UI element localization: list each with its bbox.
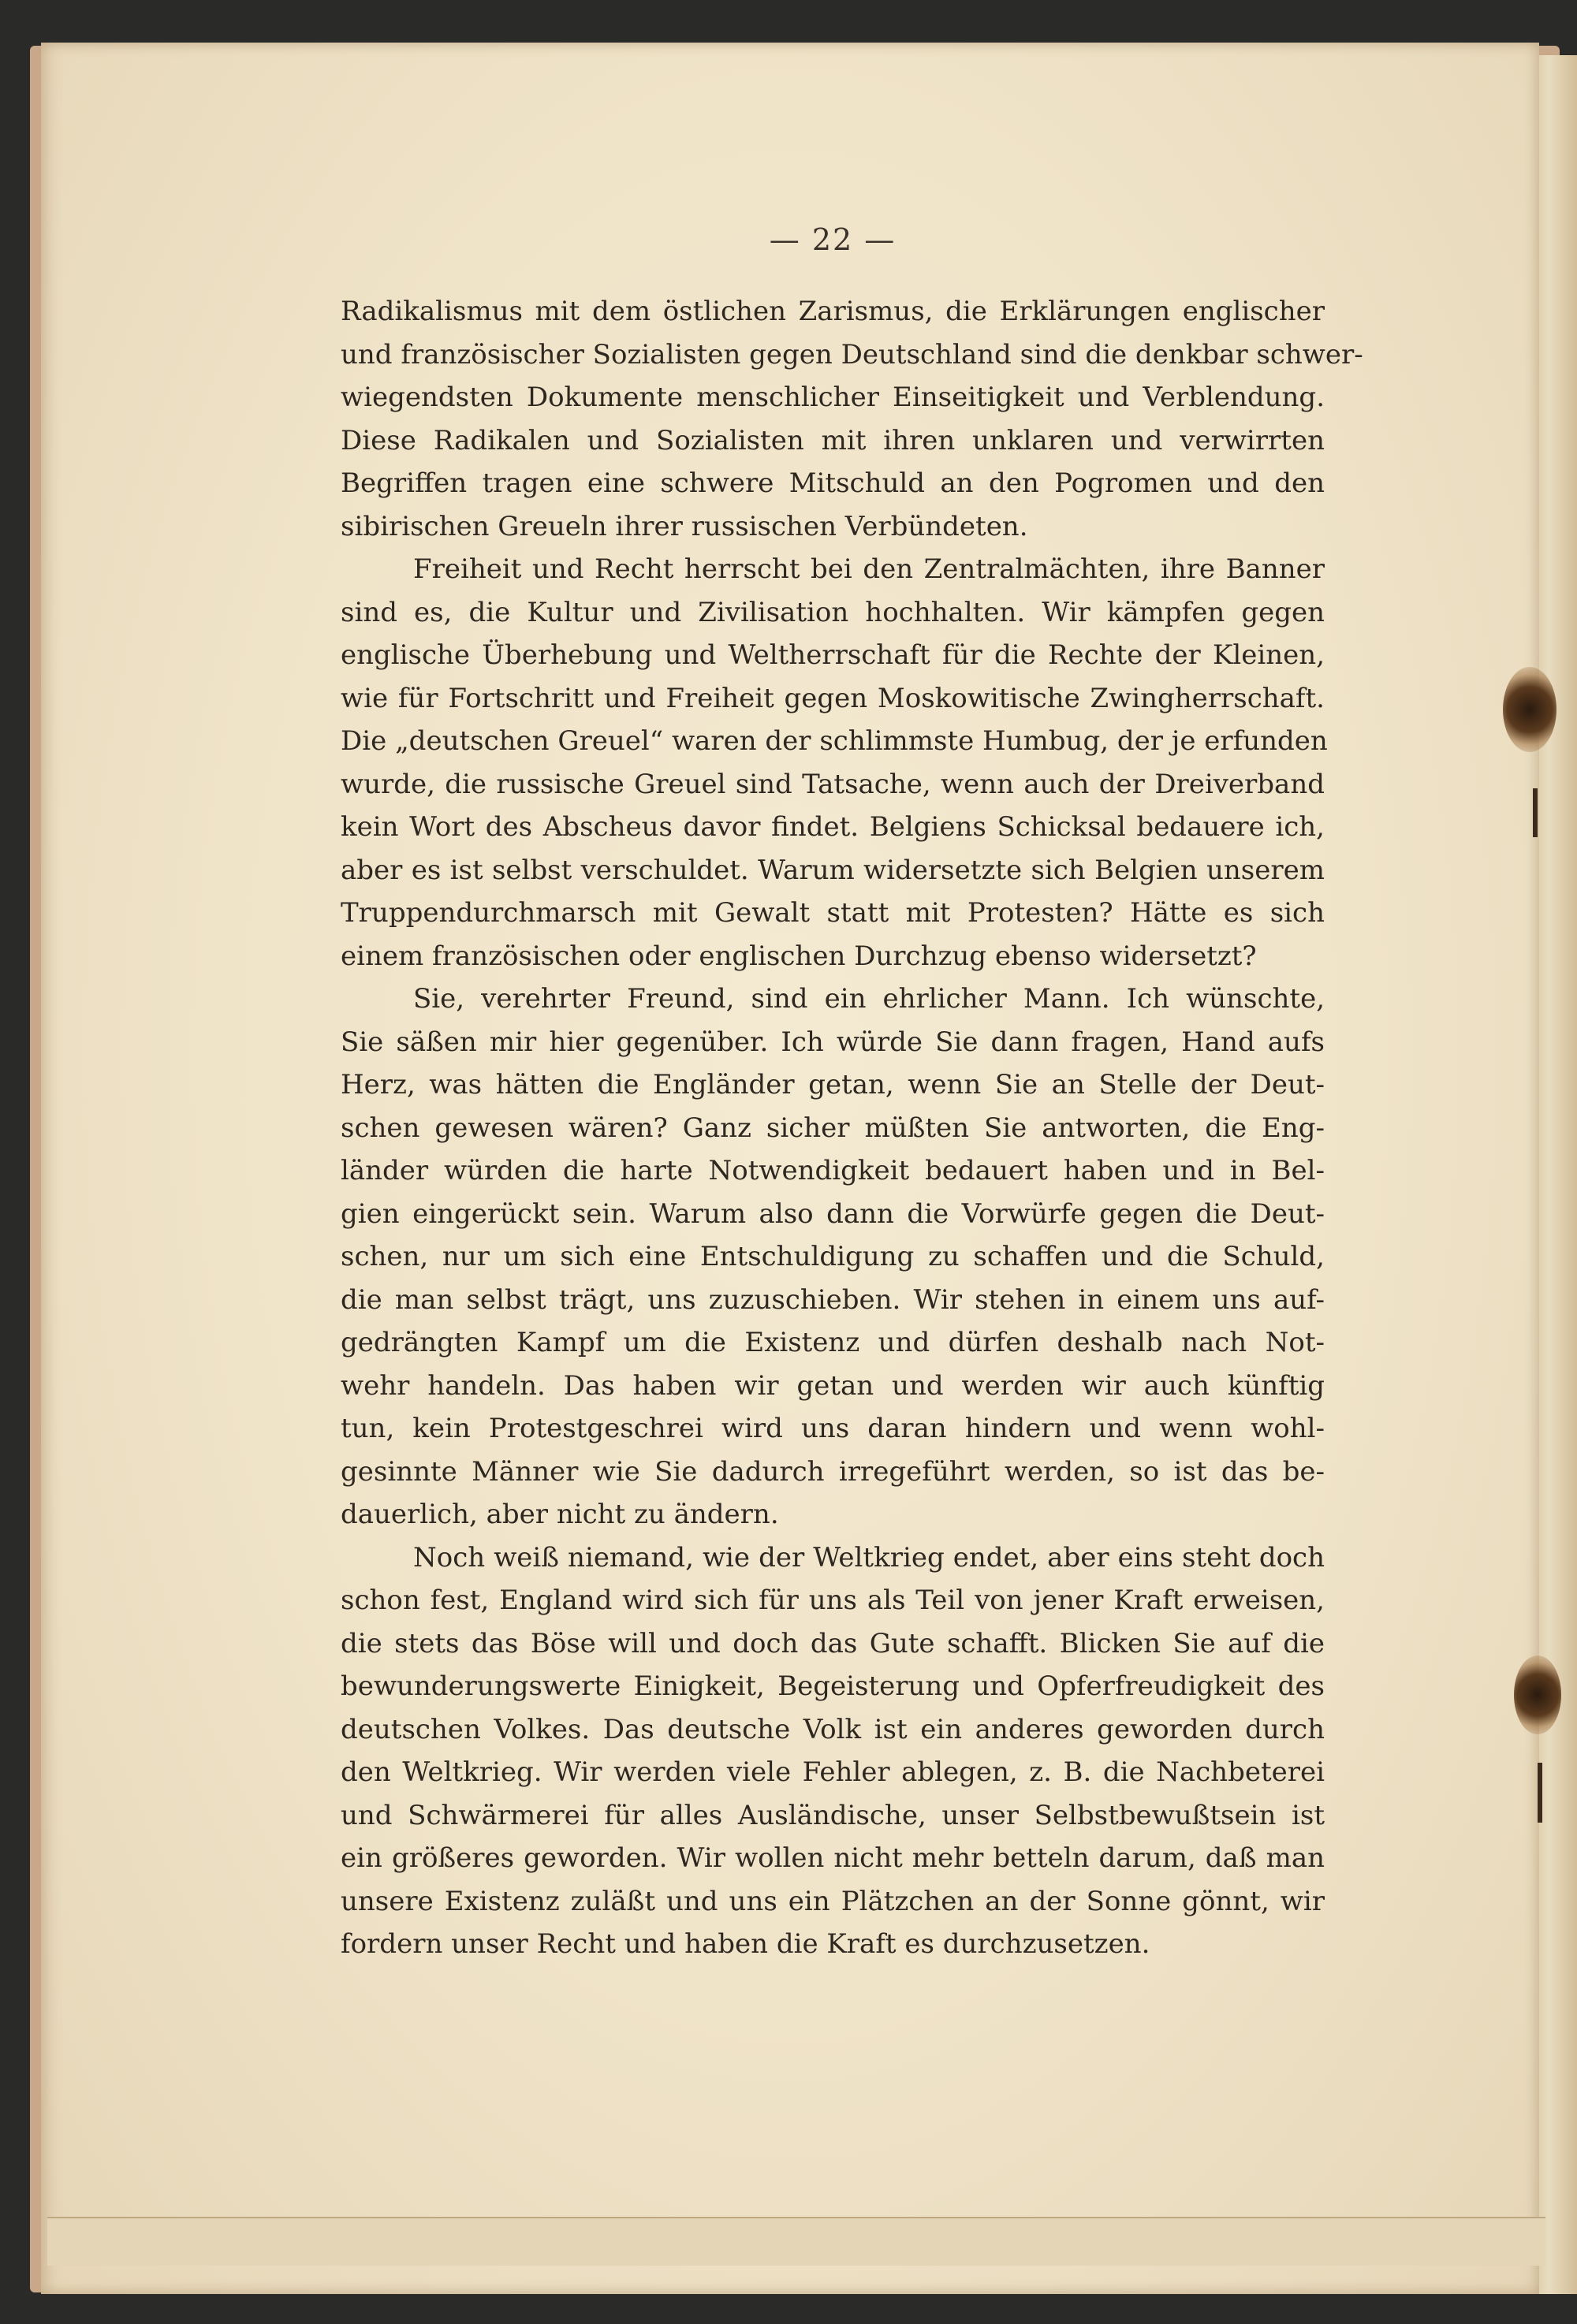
text-line: Sie säßen mir hier gegenüber. Ich würde Sie dann fragen, Hand aufs — [341, 1026, 1325, 1058]
text-line: den Weltkrieg. Wir werden viele Fehler ablegen, z. B. die Nachbeterei — [341, 1756, 1325, 1788]
text-line: gien eingerückt sein. Warum also dann die Vorwürfe gegen die Deut- — [341, 1197, 1325, 1230]
text-line: ein größeres geworden. Wir wollen nicht mehr betteln darum, daß man — [341, 1842, 1325, 1874]
text-line: sibirischen Greueln ihrer russischen Verbündeten. — [341, 510, 1028, 542]
text-line: wurde, die russische Greuel sind Tatsache, wenn auch der Dreiverband — [341, 768, 1325, 800]
text-line: schon fest, England wird sich für uns als Teil von jener Kraft erweisen, — [341, 1585, 1325, 1616]
text-line: Noch weiß niemand, wie der Weltkrieg endet, aber eins steht doch — [413, 1541, 1325, 1574]
text-line: schen gewesen wären? Ganz sicher müßten Sie antworten, die Eng- — [341, 1112, 1325, 1144]
text-line: wiegendsten Dokumente menschlicher Einseitigkeit und Verblendung. — [341, 382, 1325, 413]
text-line: die man selbst trägt, uns zuzuschieben. Wir stehen in einem uns auf- — [341, 1283, 1325, 1316]
body-text — [341, 290, 1363, 1966]
text-line: unsere Existenz zuläßt und uns ein Plätzchen an der Sonne gönnt, wir — [341, 1885, 1325, 1917]
text-line: fordern unser Recht und haben die Kraft es durchzusetzen. — [341, 1928, 1150, 1960]
text-line: Diese Radikalen und Sozialisten mit ihren unklaren und verwirrten — [341, 424, 1325, 456]
text-block — [341, 222, 1363, 1966]
text-line: Begriffen tragen eine schwere Mitschuld an den Pogromen und den — [341, 467, 1325, 499]
paragraph — [341, 290, 1363, 548]
text-line: gedrängten Kampf um die Existenz und dürfen deshalb nach Not- — [341, 1327, 1325, 1358]
text-line: und Schwärmerei für alles Ausländische, unser Selbstbewußtsein ist — [341, 1799, 1325, 1831]
text-line: englische Überhebung und Weltherrschaft für die Rechte der Kleinen, — [341, 639, 1325, 671]
staple-mark — [1533, 788, 1538, 837]
text-line: wehr handeln. Das haben wir getan und werden wir auch künftig — [341, 1369, 1325, 1402]
text-line: kein Wort des Abscheus davor findet. Belgiens Schicksal bedauere ich, — [341, 811, 1325, 843]
text-line: aber es ist selbst verschuldet. Warum widersetzte sich Belgien unserem — [341, 854, 1325, 886]
text-line: sind es, die Kultur und Zivilisation hochhalten. Wir kämpfen gegen — [341, 596, 1325, 628]
page-number: — 22 — — [769, 222, 897, 257]
paragraph — [341, 978, 1325, 1536]
text-line: Radikalismus mit dem östlichen Zarismus, die Erklärungen englischer — [341, 296, 1325, 327]
text-line: Freiheit und Recht herrscht bei den Zentralmächten, ihre Banner — [413, 553, 1325, 585]
paragraph — [341, 548, 1328, 978]
paragraph — [341, 1536, 1325, 1966]
text-line: schen, nur um sich eine Entschuldigung zu schaffen und die Schuld, — [341, 1241, 1325, 1272]
text-line: Die „deutschen Greuel“ waren der schlimmste Humbug, der je erfunden — [341, 725, 1328, 757]
text-line: Truppendurchmarsch mit Gewalt statt mit Protesten? Hätte es sich — [341, 897, 1325, 929]
text-line: und französischer Sozialisten gegen Deutschland sind die denkbar schwer- — [341, 338, 1363, 371]
text-line: wie für Fortschritt und Freiheit gegen Moskowitische Zwingherrschaft. — [341, 682, 1325, 714]
text-line: länder würden die harte Notwendigkeit bedauert haben und in Bel- — [341, 1155, 1325, 1186]
text-line: gesinnte Männer wie Sie dadurch irregeführt werden, so ist das be- — [341, 1455, 1325, 1488]
text-line: Sie, verehrter Freund, sind ein ehrlicher Mann. Ich wünschte, — [413, 983, 1325, 1015]
staple-mark — [1538, 1763, 1542, 1823]
text-line: dauerlich, aber nicht zu ändern. — [341, 1499, 779, 1530]
text-line: Herz, was hätten die Engländer getan, wenn Sie an Stelle der Deut- — [341, 1069, 1325, 1101]
text-line: deutschen Volkes. Das deutsche Volk ist ein anderes geworden durch — [341, 1713, 1325, 1745]
text-line: die stets das Böse will und doch das Gute schafft. Blicken Sie auf die — [341, 1627, 1325, 1659]
burn-mark — [1514, 1655, 1561, 1734]
text-line: tun, kein Protestgeschrei wird uns daran hindern und wenn wohl- — [341, 1413, 1325, 1444]
burn-mark — [1503, 667, 1556, 752]
text-line: einem französischen oder englischen Durchzug ebenso widersetzt? — [341, 940, 1257, 972]
text-line: bewunderungswerte Einigkeit, Begeisterung und Opferfreudigkeit des — [341, 1670, 1325, 1702]
page-bottom-fold — [47, 2217, 1545, 2266]
